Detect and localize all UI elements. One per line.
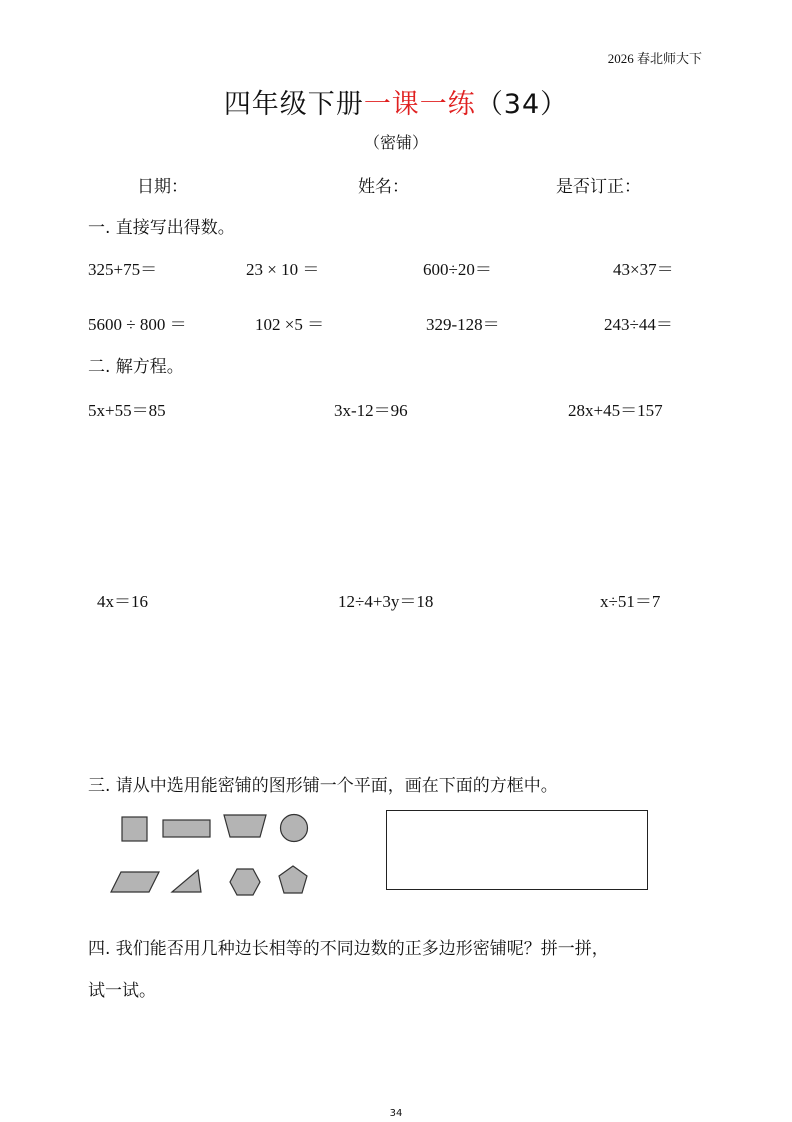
name-label: 姓名： — [358, 177, 409, 197]
equation: 5x+55＝85 — [88, 401, 166, 420]
page-title — [0, 82, 792, 121]
equation: x÷51＝7 — [600, 592, 661, 611]
hexagon-icon — [228, 866, 262, 898]
calc-expression: 102 ×5 ＝ — [255, 315, 325, 334]
circle-icon — [278, 812, 310, 844]
equation: 28x+45＝157 — [568, 401, 663, 420]
drawing-answer-box[interactable] — [386, 810, 648, 890]
title-accent: 一课一练 — [363, 89, 476, 120]
square-icon — [120, 815, 150, 843]
section1-heading: 一. 直接写出得数。 — [88, 218, 235, 238]
section3-heading: 三. 请从中选用能密铺的图形铺一个平面，画在下面的方框中。 — [88, 776, 558, 796]
trapezoid-icon — [222, 812, 268, 840]
calc-expression: 43×37＝ — [613, 260, 674, 279]
triangle-icon — [170, 867, 204, 895]
calc-expression: 5600 ÷ 800 ＝ — [88, 315, 187, 334]
date-label: 日期： — [137, 177, 188, 197]
calc-expression: 243÷44＝ — [604, 315, 673, 334]
calc-expression: 600÷20＝ — [423, 260, 492, 279]
equation: 4x＝16 — [97, 592, 148, 611]
section2-heading: 二. 解方程。 — [88, 357, 184, 377]
page-subtitle: （密铺） — [363, 133, 428, 152]
equation: 3x-12＝96 — [334, 401, 408, 420]
section4-heading: 四. 我们能否用几种边长相等的不同边数的正多边形密铺呢？拼一拼， — [88, 939, 609, 959]
title-grade: 四年级下册 — [223, 89, 364, 120]
equation: 12÷4+3y＝18 — [338, 592, 434, 611]
page-number: 34 — [389, 1108, 403, 1119]
rectangle-icon — [161, 818, 213, 840]
title-number: （34） — [475, 89, 569, 120]
section4-heading-continued: 试一试。 — [88, 981, 156, 1001]
calc-expression: 325+75＝ — [88, 260, 158, 279]
pentagon-icon — [276, 864, 310, 896]
corrected-label: 是否订正： — [556, 177, 641, 197]
parallelogram-icon — [109, 869, 161, 895]
header-note: 2026 春北师大下 — [607, 51, 702, 66]
calc-expression: 23 × 10 ＝ — [246, 260, 320, 279]
calc-expression: 329-128＝ — [426, 315, 500, 334]
